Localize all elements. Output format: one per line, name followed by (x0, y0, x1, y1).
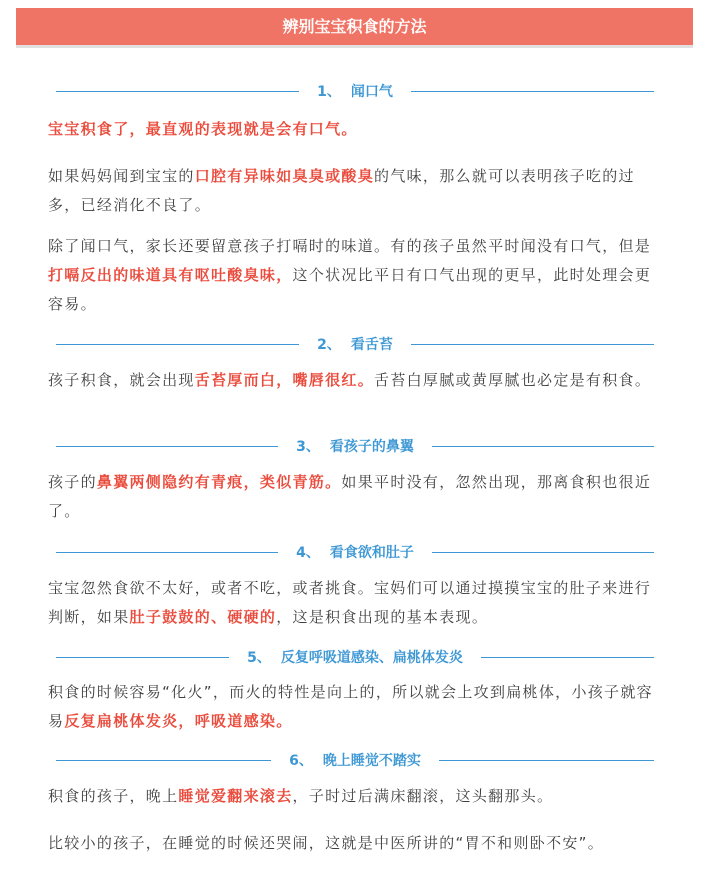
section-title: 闻口气 (350, 84, 393, 100)
paragraph-text: 这个状况比平日有口气出现的更早，此时处理会更容易。 (48, 266, 652, 313)
paragraph (48, 782, 664, 811)
section-title: 反复呼吸道感染、扁桃体发炎 (280, 650, 463, 666)
section-heading-3 (56, 435, 654, 457)
highlight-text: 宝宝积食了，最直观的表现就是会有口气。 (48, 120, 358, 138)
paragraph-text: 如果妈妈闻到宝宝的 (48, 167, 195, 185)
section-number: 4、 (296, 545, 320, 561)
section-heading-4 (56, 541, 654, 563)
paragraph (48, 366, 664, 395)
paragraph-text: 孩子积食，就会出现 (48, 371, 195, 389)
paragraph-text: 除了闻口气，家长还要留意孩子打嗝时的味道。有的孩子虽然平时闻没有口气，但是 (48, 237, 652, 255)
section-number: 1、 (317, 84, 341, 100)
divider-line (56, 344, 299, 345)
section-number: 2、 (317, 337, 341, 353)
highlight-text: 口腔有异味如臭臭或酸臭 (194, 167, 375, 185)
paragraph (48, 468, 664, 526)
divider-line (411, 91, 654, 92)
highlight-text: 打嗝反出的味道具有呕吐酸臭味， (48, 266, 293, 284)
divider-line (56, 446, 278, 447)
divider-line (432, 552, 654, 553)
title-banner (16, 8, 693, 48)
section-heading-1 (56, 80, 654, 102)
paragraph-text: 比较小的孩子，在睡觉的时候还哭闹，这就是中医所讲的“胃不和则卧不安”。 (48, 834, 605, 852)
divider-line (439, 760, 654, 761)
page-title: 辨别宝宝积食的方法 (282, 17, 427, 36)
paragraph (48, 232, 664, 319)
paragraph (48, 162, 664, 220)
highlight-text: 鼻翼两侧隐约有青痕，类似青筋。 (96, 473, 342, 491)
paragraph-text: 的气味，那么就可以表明孩子吃的过多，已经消化不良了。 (48, 167, 635, 214)
divider-line (56, 760, 271, 761)
paragraph-text: 舌苔白厚腻或黄厚腻也必定是有积食。 (374, 371, 652, 389)
paragraph-text: 积食的时候容易“化火”，而火的特性是向上的，所以就会上攻到扁桃体，小孩子就容易 (48, 683, 653, 730)
divider-line (432, 446, 654, 447)
divider-line (411, 344, 654, 345)
section-title: 看舌苔 (350, 337, 393, 353)
section-heading-2 (56, 333, 654, 355)
paragraph-text: 如果平时没有，忽然出现，那离食积也很近了。 (48, 473, 652, 520)
highlight-text: 睡觉爱翻来滚去 (178, 787, 293, 805)
paragraph-text: 宝宝忽然食欲不太好，或者不吃，或者挑食。宝妈们可以通过摸摸宝宝的肚子来进行判断，如果 (48, 579, 652, 626)
paragraph-text: 积食的孩子，晚上 (48, 787, 179, 805)
section-title: 晚上睡觉不踏实 (322, 753, 421, 769)
divider-line (56, 91, 299, 92)
divider-line (481, 657, 654, 658)
section-title: 看孩子的鼻翼 (329, 439, 414, 455)
highlight-text: 舌苔厚而白，嘴唇很红。 (194, 371, 375, 389)
paragraph (48, 115, 664, 144)
section-heading-6 (56, 749, 654, 771)
divider-line (56, 657, 229, 658)
section-number: 3、 (296, 439, 320, 455)
section-number: 6、 (289, 753, 313, 769)
section-number: 5、 (247, 650, 271, 666)
paragraph-text: 孩子的 (48, 473, 97, 491)
section-heading-5 (56, 646, 654, 668)
paragraph (48, 829, 664, 858)
paragraph-text: ，子时过后满床翻滚，这头翻那头。 (292, 787, 554, 805)
paragraph-text: ，这是积食出现的基本表现。 (276, 608, 489, 626)
section-title: 看食欲和肚子 (329, 545, 414, 561)
paragraph (48, 574, 664, 632)
highlight-text: 肚子鼓鼓的、硬硬的 (129, 608, 277, 626)
paragraph (48, 678, 664, 736)
highlight-text: 反复扁桃体发炎，呼吸道感染。 (64, 712, 293, 730)
divider-line (56, 552, 278, 553)
